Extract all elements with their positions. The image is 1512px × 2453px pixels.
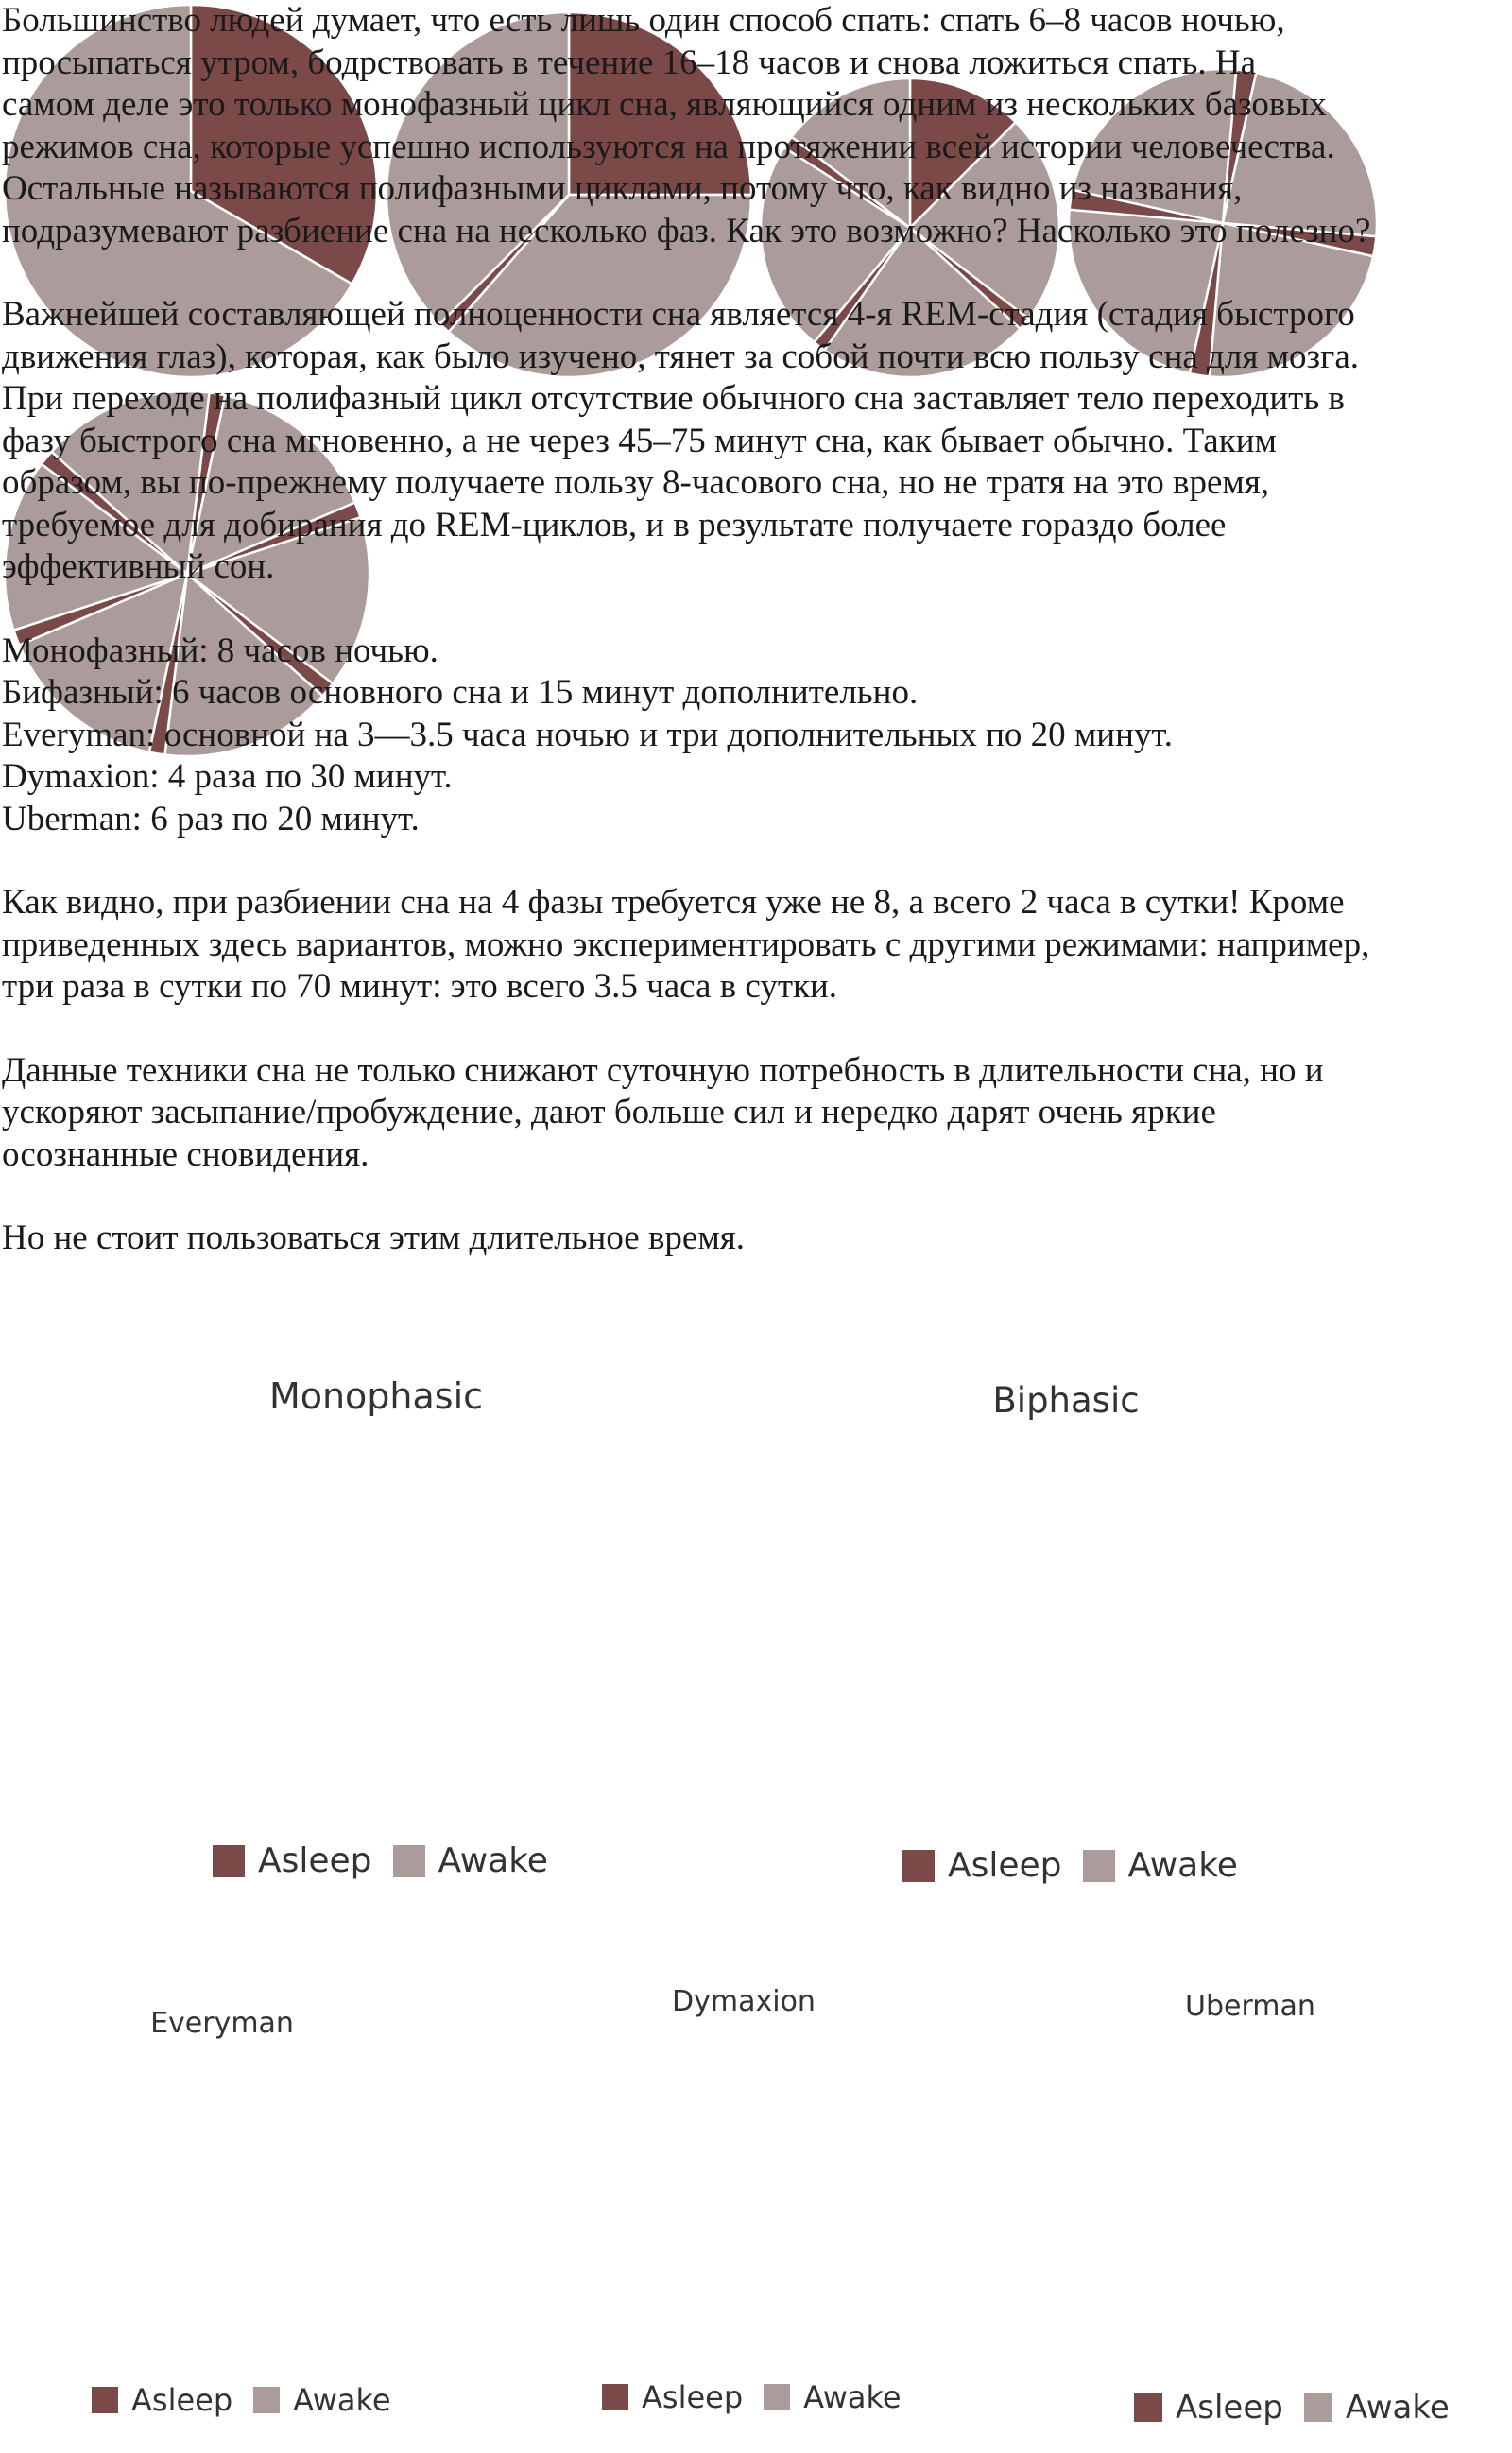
text-line: образом, вы по-прежнему получаете пользу 8-часового сна, но не тратя на это время, xyxy=(2,463,1270,502)
text-line: фазу быстрого сна мгновенно, а не через 45–75 минут сна, как бывает обычно. Таким xyxy=(2,421,1277,460)
paragraph-modes-list xyxy=(0,631,1512,841)
text-line: три раза в сутки по 70 минут: это всего 3.5 часа в сутки. xyxy=(2,967,838,1006)
chart-legend-dymaxion xyxy=(602,2379,902,2415)
text-line: требуемое для добирания до REM-циклов, и в результате получаете гораздо более xyxy=(2,505,1227,544)
legend-swatch-asleep xyxy=(92,2387,118,2413)
text-line: Everyman: основной на 3—3.5 часа ночью и три дополнительных по 20 минут. xyxy=(2,715,1174,754)
legend-label-asleep: Asleep xyxy=(258,1841,372,1880)
text-line: Данные техники сна не только снижают суточную потребность в длительности сна, но и xyxy=(2,1050,1324,1090)
legend-swatch-awake xyxy=(764,2384,790,2410)
chart-legend-everyman xyxy=(92,2382,391,2418)
chart-title-everyman: Everyman xyxy=(150,2007,294,2040)
chart-title-uberman: Uberman xyxy=(1185,1990,1315,2023)
text-line: Uberman: 6 раз по 20 минут. xyxy=(2,799,420,838)
chart-title-dymaxion: Dymaxion xyxy=(672,1985,816,2018)
chart-legend-uberman xyxy=(1134,2389,1450,2427)
text-line: Бифазный: 6 часов основного сна и 15 минут дополнительно. xyxy=(2,673,919,712)
legend-label-asleep: Asleep xyxy=(642,2379,744,2415)
legend-label-awake: Awake xyxy=(1345,2389,1450,2427)
paragraph-intro xyxy=(0,0,1512,252)
text-line: режимов сна, которые успешно используются на протяжении всей истории человечества. xyxy=(2,127,1335,166)
legend-label-awake: Awake xyxy=(1127,1846,1238,1885)
legend-swatch-awake xyxy=(253,2387,280,2413)
legend-swatch-awake xyxy=(1304,2393,1332,2422)
text-line: осознанные сновидения. xyxy=(2,1134,369,1174)
paragraph-rem xyxy=(0,294,1512,589)
text-line: самом деле это только монофазный цикл сна, являющийся одним из нескольких базовых xyxy=(2,85,1327,124)
text-line: Большинство людей думает, что есть лишь один способ спать: спать 6–8 часов ночью, xyxy=(2,1,1285,40)
legend-swatch-asleep xyxy=(1134,2393,1162,2422)
legend-swatch-asleep xyxy=(902,1850,935,1882)
legend-label-awake: Awake xyxy=(438,1841,548,1880)
paragraph-conclusion xyxy=(0,882,1512,1009)
legend-swatch-asleep xyxy=(602,2384,628,2410)
legend-label-awake: Awake xyxy=(293,2382,391,2418)
legend-label-asleep: Asleep xyxy=(131,2382,233,2418)
text-line: приведенных здесь вариантов, можно экспериментировать с другими режимами: например, xyxy=(2,924,1370,964)
legend-label-awake: Awake xyxy=(803,2379,902,2415)
paragraph-warning xyxy=(0,1218,1512,1260)
text-line: Остальные называются полифазными циклами, потому что, как видно из названия, xyxy=(2,169,1243,208)
legend-swatch-asleep xyxy=(213,1845,245,1877)
text-line: подразумевают разбиение сна на несколько фаз. Как это возможно? Насколько это полезно? xyxy=(2,211,1371,250)
text-line: движения глаз), которая, как было изучено, тянет за собой почти всю пользу сна для мозга. xyxy=(2,337,1359,376)
legend-swatch-awake xyxy=(393,1845,425,1877)
text-line: Dymaxion: 4 раза по 30 минут. xyxy=(2,757,453,796)
text-line: эффективный сон. xyxy=(2,547,275,586)
text-line: Монофазный: 8 часов ночью. xyxy=(2,631,438,670)
legend-swatch-awake xyxy=(1083,1850,1115,1882)
chart-title-biphasic: Biphasic xyxy=(992,1380,1140,1421)
text-line: Важнейшей составляющей полноценности сна является 4-я REM-стадия (стадия быстрого xyxy=(2,295,1355,334)
text-line: При переходе на полифазный цикл отсутствие обычного сна заставляет тело переходить в xyxy=(2,379,1345,418)
legend-label-asleep: Asleep xyxy=(948,1846,1062,1885)
paragraph-benefits xyxy=(0,1050,1512,1177)
text-line: Но не стоит пользоваться этим длительное время. xyxy=(2,1218,746,1257)
legend-label-asleep: Asleep xyxy=(1176,2389,1283,2427)
text-line: Как видно, при разбиении сна на 4 фазы требуется уже не 8, а всего 2 часа в сутки! Кроме xyxy=(2,883,1345,922)
chart-title-monophasic: Monophasic xyxy=(268,1375,484,1417)
text-line: просыпаться утром, бодрствовать в течение 16–18 часов и снова ложиться спать. На xyxy=(2,43,1257,82)
chart-legend-monophasic xyxy=(213,1841,548,1880)
chart-legend-biphasic xyxy=(902,1846,1238,1885)
text-line: ускоряют засыпание/пробуждение, дают больше сил и нередко дарят очень яркие xyxy=(2,1093,1216,1131)
